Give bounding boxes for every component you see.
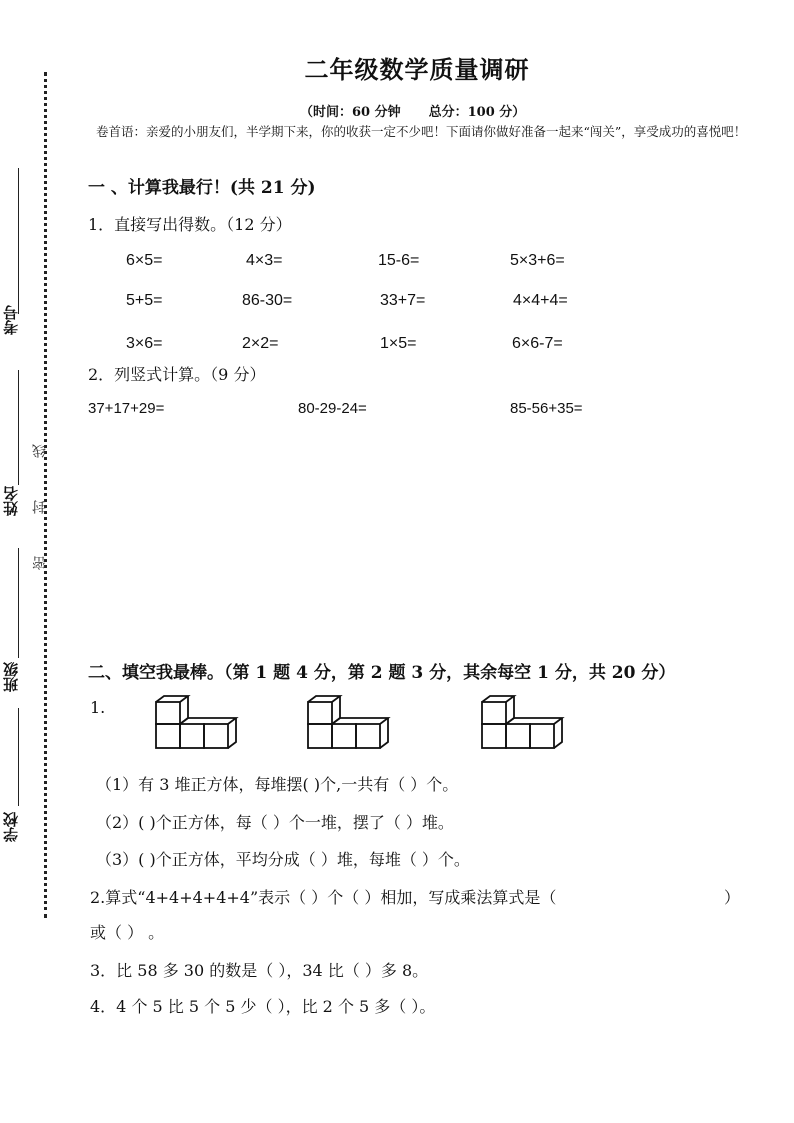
s2-q4: 4．4 个 5 比 5 个 5 少（ ），比 2 个 5 多（ ）。	[90, 997, 436, 1016]
school-answer-line	[18, 708, 19, 806]
calc-item: 2×2=	[242, 335, 279, 352]
calc-item: 3×6=	[126, 335, 163, 352]
s2-q1-sub2: （2）( )个正方体，每（ ）个一堆，摆了（ ）堆。	[96, 813, 454, 832]
label-name: 姓名	[2, 486, 20, 516]
exam-info	[300, 101, 525, 120]
seal-mark-seal: 封	[32, 500, 48, 514]
label-class: 班级	[2, 662, 20, 692]
seal-mark-secret: 密	[32, 556, 48, 570]
calc-item: 5+5=	[126, 292, 163, 309]
s2-q2-line2: 或（ ） 。	[90, 923, 165, 942]
intro-text: 卷首语：亲爱的小朋友们，半学期下来，你的收获一定不少吧！下面请你做好准备一起来“闯关”，享受成功的喜悦吧！	[96, 124, 747, 139]
s1-q2-title: 2．列竖式计算。（9 分）	[88, 365, 266, 384]
s2-q1-sub3: （3）( )个正方体，平均分成（ ）堆，每堆（ ）个。	[96, 850, 470, 869]
label-school: 学校	[2, 812, 20, 842]
s2-q1-label: 1.	[90, 698, 106, 717]
total-score: 总分：100 分）	[428, 105, 526, 120]
page-title: 二年级数学质量调研	[304, 55, 530, 84]
time-limit: （时间：60 分钟	[300, 105, 401, 120]
label-exam-number: 考号	[2, 305, 20, 335]
id-answer-line	[18, 168, 19, 314]
binding-dotted-line	[44, 72, 47, 918]
cube-stack-illustration	[152, 694, 242, 752]
seal-mark-line: 线	[32, 444, 48, 458]
calc-item: 6×5=	[126, 252, 163, 269]
calc-item: 5×3+6=	[510, 252, 565, 269]
s1-q1-title: 1．直接写出得数。（12 分）	[88, 215, 292, 234]
calc-item: 4×4+4=	[513, 292, 568, 309]
calc-item: 6×6-7=	[512, 335, 563, 352]
section1-heading: 一 、计算我最行！(共 21 分)	[88, 178, 316, 198]
class-answer-line	[18, 548, 19, 658]
vertical-calc-item: 37+17+29=	[88, 400, 165, 417]
s2-q1-sub1: （1）有 3 堆正方体，每堆摆( )个,一共有（ ）个。	[96, 775, 459, 794]
vertical-calc-item: 80-29-24=	[298, 400, 367, 417]
calc-item: 86-30=	[242, 292, 293, 309]
s2-q2-close: ）	[724, 888, 741, 907]
s2-q2-line1: 2.算式“4+4+4+4+4”表示（ ）个（ ）相加，写成乘法算式是（	[90, 888, 557, 907]
calc-item: 33+7=	[380, 292, 426, 309]
name-answer-line	[18, 370, 19, 485]
cube-stack-illustration	[478, 694, 568, 752]
calc-item: 4×3=	[246, 252, 283, 269]
section2-heading: 二、填空我最棒。（第 1 题 4 分，第 2 题 3 分，其余每空 1 分，共 20 分）	[88, 663, 676, 683]
calc-item: 1×5=	[380, 335, 417, 352]
s2-q3: 3．比 58 多 30 的数是（ ），34 比（ ）多 8。	[90, 961, 429, 980]
cube-stack-illustration	[304, 694, 394, 752]
vertical-calc-item: 85-56+35=	[510, 400, 583, 417]
calc-item: 15-6=	[378, 252, 420, 269]
